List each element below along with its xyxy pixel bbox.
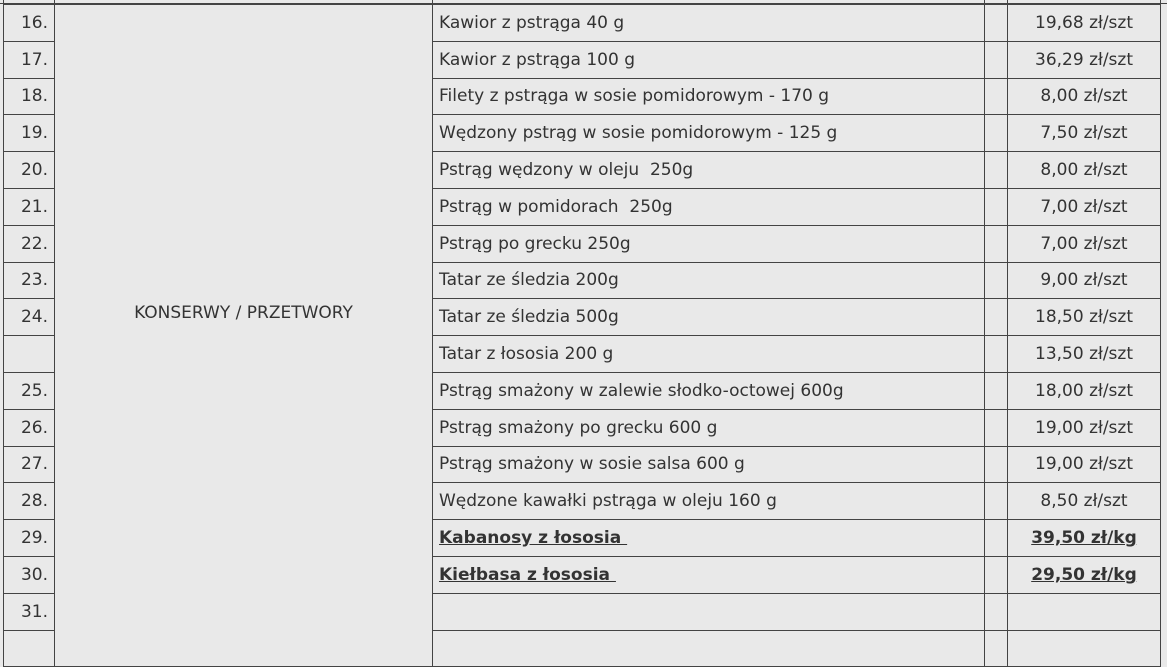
product-name-cell	[433, 152, 985, 189]
empty-cell	[985, 483, 1008, 520]
row-number: 30.	[4, 556, 55, 593]
price-table-body	[4, 5, 1161, 667]
product-name-cell	[433, 5, 985, 42]
price-value: 8,50 zł/szt	[1040, 491, 1128, 512]
product-name-cell	[433, 520, 985, 557]
price-value: 7,00 zł/szt	[1040, 233, 1128, 254]
price-cell	[1008, 593, 1161, 630]
empty-cell	[985, 152, 1008, 189]
price-value: 36,29 zł/szt	[1035, 49, 1133, 70]
price-cell	[1008, 188, 1161, 225]
price-cell	[1008, 5, 1161, 42]
price-cell	[1008, 409, 1161, 446]
row-number: 29.	[4, 520, 55, 557]
product-name-cell	[433, 299, 985, 336]
row-number: 19.	[4, 115, 55, 152]
price-cell	[1008, 556, 1161, 593]
product-name: Wędzone kawałki pstrąga w oleju 160 g	[439, 491, 777, 512]
empty-cell	[985, 299, 1008, 336]
price-value: 8,00 zł/szt	[1040, 160, 1128, 181]
empty-cell	[985, 41, 1008, 78]
product-name: Pstrąg smażony w sosie salsa 600 g	[439, 454, 745, 475]
empty-cell	[985, 78, 1008, 115]
product-name: Wędzony pstrąg w sosie pomidorowym - 125 g	[439, 123, 838, 144]
price-cell	[1008, 299, 1161, 336]
product-name: Pstrąg po grecku 250g	[439, 233, 631, 254]
price-value: 9,00 zł/szt	[1040, 270, 1128, 291]
product-name-cell	[433, 372, 985, 409]
empty-cell	[985, 520, 1008, 557]
empty-cell	[1008, 630, 1161, 667]
empty-cell	[985, 336, 1008, 373]
empty-cell	[985, 188, 1008, 225]
product-name-cell	[433, 483, 985, 520]
row-number: 26.	[4, 409, 55, 446]
empty-cell	[985, 5, 1008, 42]
row-number: 21.	[4, 188, 55, 225]
product-name-cell	[433, 336, 985, 373]
product-name: Filety z pstrąga w sosie pomidorowym - 170 g	[439, 86, 830, 107]
product-name-cell	[433, 262, 985, 299]
product-name-cell	[433, 115, 985, 152]
price-value: 13,50 zł/szt	[1035, 344, 1133, 365]
product-name: Pstrąg wędzony w oleju 250g	[439, 160, 694, 181]
empty-cell	[4, 630, 55, 667]
product-name-cell	[433, 593, 985, 630]
product-name: Pstrąg w pomidorach 250g	[439, 196, 673, 217]
product-name: Tatar ze śledzia 200g	[439, 270, 619, 291]
row-number: 28.	[4, 483, 55, 520]
price-value: 18,00 zł/szt	[1035, 380, 1133, 401]
empty-cell	[985, 372, 1008, 409]
price-cell	[1008, 41, 1161, 78]
product-name: Kawior z pstrąga 40 g	[439, 12, 625, 33]
product-name-cell	[433, 556, 985, 593]
price-value: 8,00 zł/szt	[1040, 86, 1128, 107]
empty-cell	[985, 556, 1008, 593]
empty-cell	[985, 409, 1008, 446]
product-name-cell	[433, 78, 985, 115]
price-value: 39,50 zł/kg	[1031, 528, 1137, 549]
empty-cell	[433, 630, 985, 667]
product-name: Kiełbasa z łososia	[439, 564, 616, 585]
price-cell	[1008, 446, 1161, 483]
row-number: 25.	[4, 372, 55, 409]
price-value: 7,50 zł/szt	[1040, 123, 1128, 144]
price-value: 19,68 zł/szt	[1035, 12, 1133, 33]
product-name-cell	[433, 41, 985, 78]
empty-cell	[985, 446, 1008, 483]
price-cell	[1008, 483, 1161, 520]
price-cell	[1008, 372, 1161, 409]
empty-cell	[985, 630, 1008, 667]
row-number: 31.	[4, 593, 55, 630]
empty-cell	[985, 262, 1008, 299]
price-cell	[1008, 336, 1161, 373]
product-name: Pstrąg smażony w zalewie słodko-octowej 600g	[439, 380, 844, 401]
empty-cell	[985, 115, 1008, 152]
product-name-cell	[433, 225, 985, 262]
empty-cell	[985, 225, 1008, 262]
price-cell	[1008, 225, 1161, 262]
product-name: Pstrąg smażony po grecku 600 g	[439, 417, 718, 438]
row-number: 20.	[4, 152, 55, 189]
price-value: 7,00 zł/szt	[1040, 196, 1128, 217]
price-value: 18,50 zł/szt	[1035, 307, 1133, 328]
product-name-cell	[433, 409, 985, 446]
row-number: 27.	[4, 446, 55, 483]
price-cell	[1008, 152, 1161, 189]
price-cell	[1008, 262, 1161, 299]
row-number: 24.	[4, 299, 55, 336]
row-number: 22.	[4, 225, 55, 262]
price-table	[3, 4, 1161, 667]
price-value: 19,00 zł/szt	[1035, 454, 1133, 475]
product-name: Kawior z pstrąga 100 g	[439, 49, 635, 70]
product-name-cell	[433, 446, 985, 483]
row-number: 23.	[4, 262, 55, 299]
empty-cell	[985, 593, 1008, 630]
price-value: 19,00 zł/szt	[1035, 417, 1133, 438]
row-number	[4, 336, 55, 373]
product-name: Tatar ze śledzia 500g	[439, 307, 619, 328]
price-cell	[1008, 520, 1161, 557]
product-name-cell	[433, 188, 985, 225]
price-cell	[1008, 115, 1161, 152]
row-number: 16.	[4, 5, 55, 42]
category-cell: KONSERWY / PRZETWORY	[55, 5, 433, 667]
product-name: Tatar z łososia 200 g	[439, 344, 614, 365]
row-number: 17.	[4, 41, 55, 78]
price-value: 29,50 zł/kg	[1031, 564, 1137, 585]
table-row	[4, 5, 1161, 42]
price-cell	[1008, 78, 1161, 115]
row-number: 18.	[4, 78, 55, 115]
product-name: Kabanosy z łososia	[439, 528, 628, 549]
